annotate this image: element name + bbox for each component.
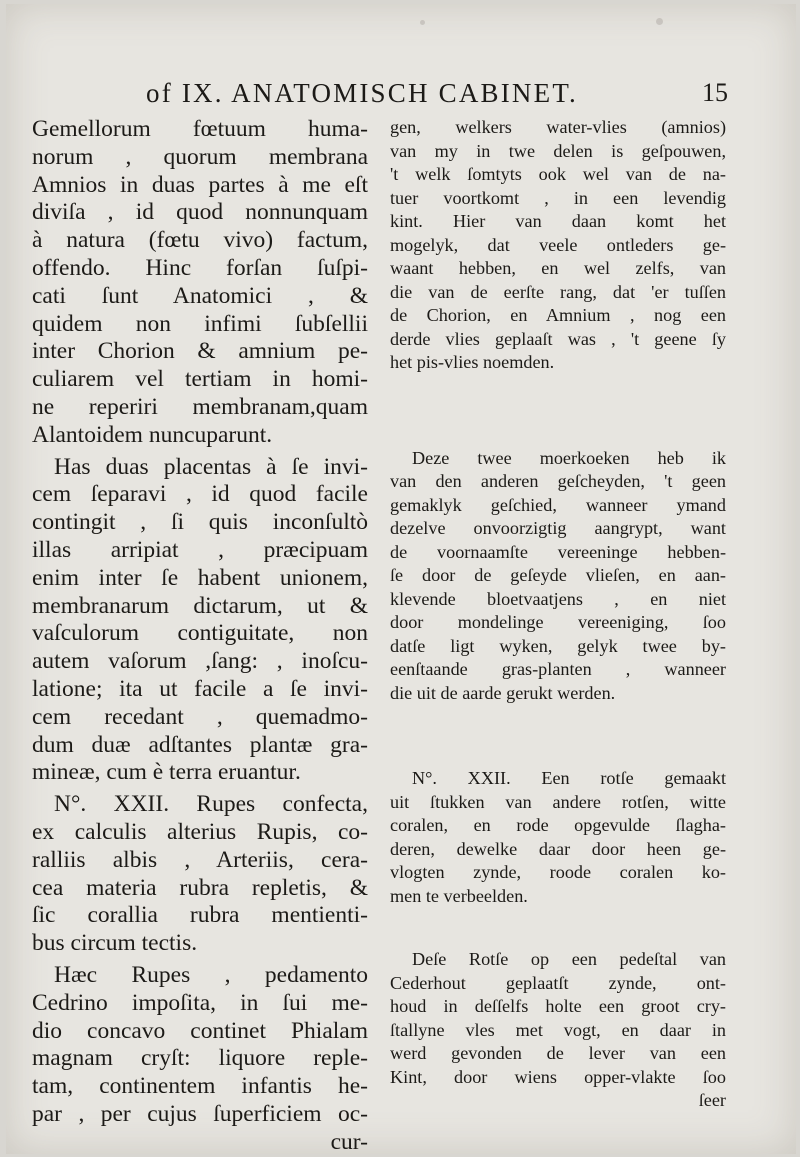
running-title: of IX. ANATOMISCH CABINET.: [146, 78, 578, 108]
page-number: 15: [702, 78, 728, 107]
text-line: N°. XXII. Rupes confecta,: [54, 791, 368, 818]
text-line: tuer voortkomt , in een levendig: [390, 187, 726, 208]
text-line: mineæ, cum è terra eruantur.: [32, 759, 301, 786]
text-line: klevende bloetvaatjens , en niet: [390, 588, 726, 609]
text-line: waant hebben, en wel zelfs, van: [390, 258, 726, 278]
dutch-paragraph: [390, 116, 726, 375]
dutch-column: [390, 116, 726, 1113]
latin-paragraph: [32, 962, 368, 1157]
text-line: contingit , ſi quis inconſultò: [32, 509, 368, 536]
text-line: ſe door de geſeyde vlieſen, en aan-: [390, 565, 726, 585]
dutch-paragraph: [390, 948, 726, 1113]
text-line: norum , quorum membrana: [32, 143, 368, 170]
text-line: illas arripiat , præcipuam: [32, 536, 368, 563]
text-line: Cederhout geplaatſt zynde, ont-: [390, 972, 726, 993]
text-line: datſe ligt wyken, gelyk twee by-: [390, 635, 726, 656]
catchword: ſeer: [698, 1090, 726, 1110]
text-line: houd in deſſelfs holte een groot cry-: [390, 996, 726, 1016]
text-line: ralliis albis , Arteriis, cera-: [32, 846, 368, 873]
catchword: cur-: [330, 1128, 368, 1155]
ink-speck: [656, 18, 663, 25]
text-line: uit ſtukken van andere rotſen, witte: [390, 791, 726, 812]
latin-paragraph: [32, 116, 368, 450]
text-line: vaſculorum contiguitate, non: [32, 620, 368, 647]
text-line: bus circum tectis.: [32, 930, 198, 957]
text-line: latione; ita ut facile a ſe invi-: [32, 675, 368, 702]
text-line: dum duæ adſtantes plantæ gra-: [32, 731, 368, 758]
text-line: N°. XXII. Een rotſe gemaakt: [412, 768, 726, 788]
dutch-paragraph: [390, 767, 726, 908]
text-line: Deſe Rotſe op een pedeſtal van: [412, 949, 726, 969]
text-line: membranarum dictarum, ut &: [32, 592, 368, 619]
text-line: Has duas placentas à ſe invi-: [54, 453, 368, 480]
latin-paragraph: [32, 791, 368, 958]
text-line: de Chorion, en Amnium , nog een: [390, 305, 726, 325]
latin-paragraph: [32, 454, 368, 788]
text-line: ex calculis alterius Rupis, co-: [32, 818, 368, 845]
text-line: gen, welkers water-vlies (amnios): [390, 117, 726, 137]
dutch-paragraph: [390, 447, 726, 706]
text-line: ſic corallia rubra mentienti-: [32, 902, 368, 929]
text-line: magnam cryſt: liquore reple-: [32, 1045, 368, 1072]
text-line: men te verbeelden.: [390, 885, 528, 906]
text-line: culiarem vel tertiam in homi-: [32, 366, 368, 393]
running-header: [6, 78, 796, 118]
text-line: ne reperiri membranam,quam: [32, 393, 368, 420]
text-line: coralen, en rode opgevulde ſlagha-: [390, 815, 726, 835]
text-line: eenſtaande gras-planten , wanneer: [390, 659, 726, 679]
text-line: gemaklyk geſchied, wanneer ymand: [390, 494, 726, 515]
text-line: par , per cujus ſuperficiem oc-: [32, 1100, 368, 1127]
text-line: diviſa , id quod nonnunquam: [32, 199, 368, 226]
text-line: dio concavo continet Phialam: [32, 1017, 368, 1044]
text-line: werd gevonden de lever van een: [390, 1043, 726, 1063]
text-line: dezelve onvoorzigtig aangrypt, want: [390, 518, 726, 538]
text-line: Deze twee moerkoeken heb ik: [412, 447, 726, 468]
text-line: van den anderen geſcheyden, 't geen: [390, 471, 726, 491]
text-line: mogelyk, dat veele ontleders ge-: [390, 234, 726, 255]
text-line: Kint, door wiens opper-vlakte ſoo: [390, 1066, 726, 1087]
text-line: 't welk ſomtyts ook wel van de na-: [390, 164, 726, 184]
text-line: cem ſeparavi , id quod facile: [32, 481, 368, 508]
text-line: het pis-vlies noemden.: [390, 352, 555, 372]
text-line: die uit de aarde gerukt werden.: [390, 682, 616, 703]
text-line: deren, dewelke daar door heen ge-: [390, 838, 726, 859]
text-line: offendo. Hinc forſan ſuſpi-: [32, 254, 368, 281]
text-line: Cedrino impoſita, in ſui me-: [32, 989, 368, 1016]
text-line: autem vaſorum ,ſang: , inoſcu-: [32, 648, 368, 675]
text-line: cem recedant , quemadmo-: [32, 703, 368, 730]
text-line: door mondelinge vereeniging, ſoo: [390, 612, 726, 632]
text-line: tam, continentem infantis he-: [32, 1073, 368, 1100]
latin-column: [32, 116, 368, 1156]
text-line: die van de eerſte rang, dat 'er tuſſen: [390, 281, 726, 302]
text-line: à natura (fœtu vivo) factum,: [32, 227, 368, 254]
text-line: Hæc Rupes , pedamento: [54, 961, 368, 988]
text-line: cati ſunt Anatomici , &: [32, 282, 368, 309]
text-line: de voornaamſte vereeninge hebben-: [390, 541, 726, 562]
text-line: Gemellorum fœtuum huma-: [32, 116, 368, 142]
text-line: ſtallyne vles met vogt, en daar in: [390, 1019, 726, 1040]
text-line: cea materia rubra repletis, &: [32, 874, 368, 901]
text-line: Alantoidem nuncuparunt.: [32, 421, 273, 448]
book-page: [6, 4, 796, 1154]
text-line: kint. Hier van daan komt het: [390, 211, 726, 231]
text-line: enim inter ſe habent unionem,: [32, 564, 368, 591]
text-line: derde vlies geplaaſt was , 't geene ſy: [390, 328, 726, 349]
text-line: van my in twe delen is geſpouwen,: [390, 140, 726, 161]
ink-speck: [420, 20, 425, 25]
text-line: inter Chorion & amnium pe-: [32, 338, 368, 365]
text-line: vlogten zynde, roode coralen ko-: [390, 862, 726, 882]
text-line: Amnios in duas partes à me eſt: [32, 171, 368, 198]
text-line: quidem non infimi ſubſellii: [32, 310, 368, 337]
